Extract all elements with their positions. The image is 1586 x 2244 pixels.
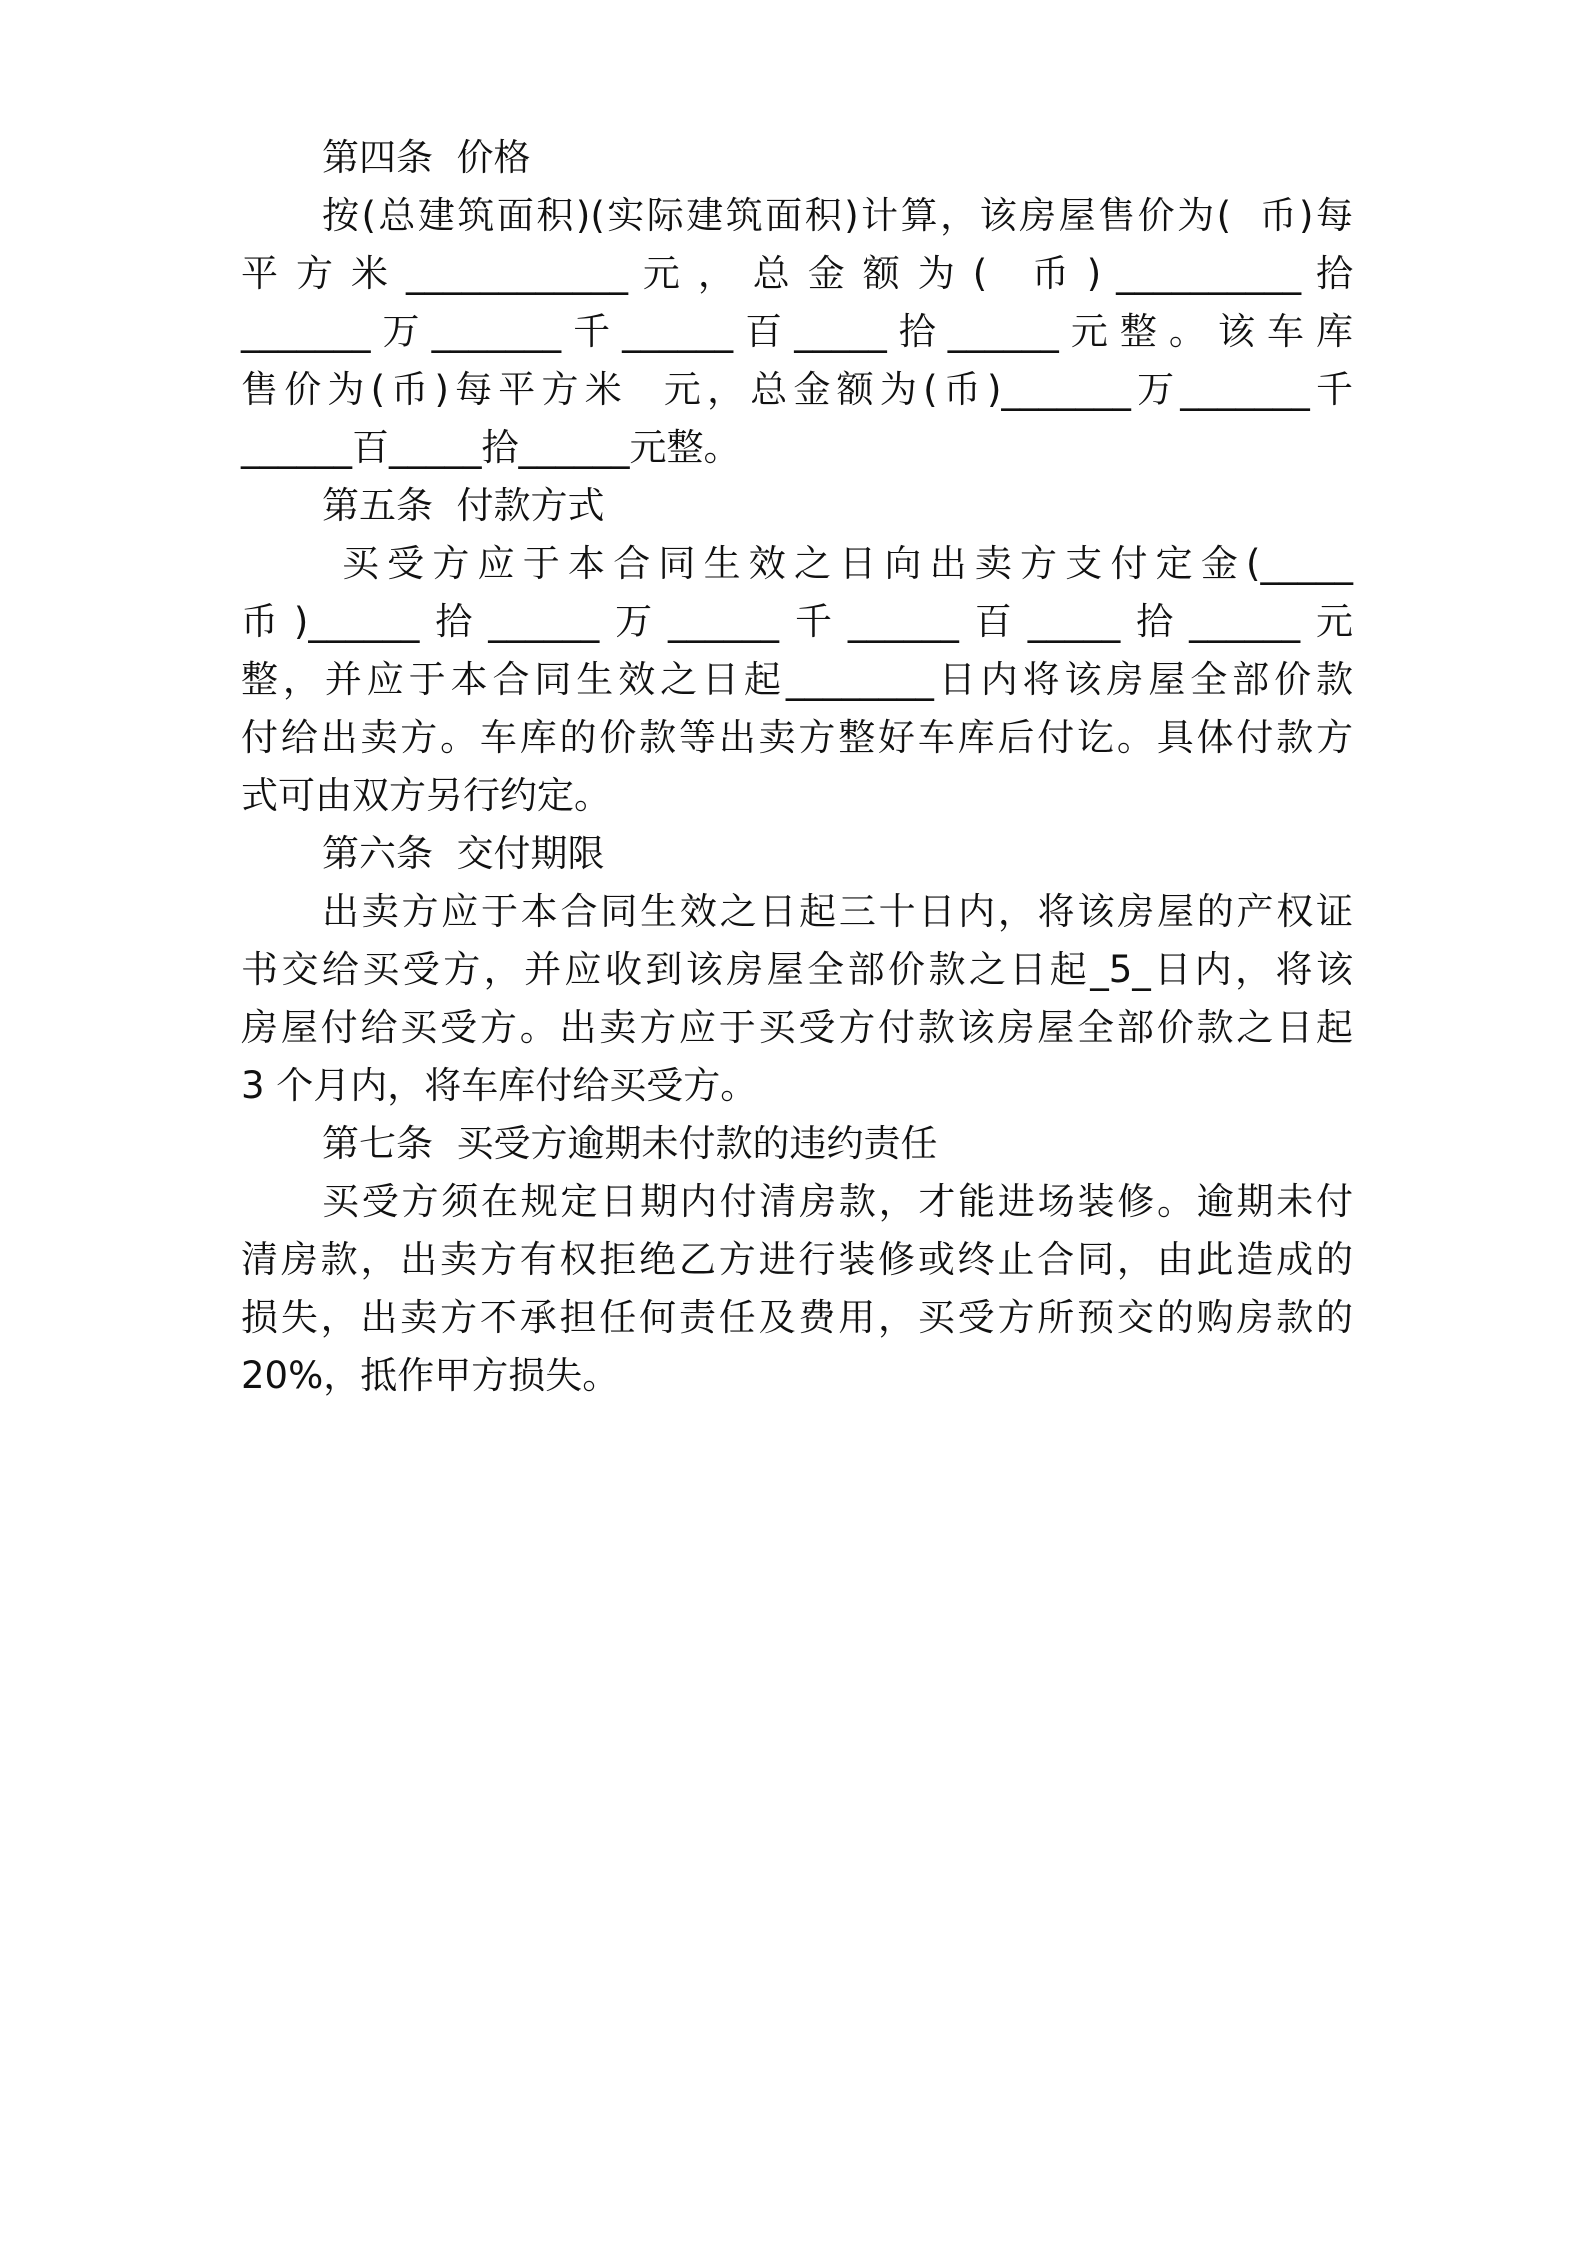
article-5-line-5: 式可由双方另行约定。	[241, 774, 611, 817]
article-5-line-3: 整，并应于本合同生效之日起________日内将该房屋全部价款	[241, 658, 1353, 701]
article-6-line-2: 书交给买受方，并应收到该房屋全部价款之日起_5_日内，将该	[241, 948, 1353, 991]
article-7-line-3: 损失，出卖方不承担任何责任及费用，买受方所预交的购房款的	[241, 1296, 1353, 1339]
article-7-line-4: 20%，抵作甲方损失。	[241, 1354, 620, 1397]
article-5-heading: 第五条 付款方式	[322, 484, 605, 527]
article-7-line-1: 买受方须在规定日期内付清房款，才能进场装修。逾期未付	[322, 1180, 1353, 1223]
article-6-heading: 第六条 交付期限	[322, 832, 605, 875]
article-4-line-1: 按(总建筑面积)(实际建筑面积)计算，该房屋售价为( 币)每	[322, 194, 1353, 237]
article-5-line-2: 币)______拾______万______千______百_____拾______元	[241, 600, 1353, 643]
article-6-line-1: 出卖方应于本合同生效之日起三十日内，将该房屋的产权证	[322, 890, 1353, 933]
article-5-line-4: 付给出卖方。车库的价款等出卖方整好车库后付讫。具体付款方	[241, 716, 1353, 759]
article-4-line-3: _______万_______千______百_____拾______元整。该车库	[241, 310, 1353, 353]
article-4-line-4: 售价为(币)每平方米 元，总金额为(币)_______万_______千	[241, 368, 1353, 411]
article-6-line-4: 3 个月内，将车库付给买受方。	[241, 1064, 758, 1107]
article-4-line-2: 平 方 米 ____________ 元 ， 总 金 额 为 ( 币 ) __________ 拾	[241, 252, 1353, 295]
article-4-heading: 第四条 价格	[322, 136, 531, 179]
article-5-line-1: 买受方应于本合同生效之日向出卖方支付定金(_____	[322, 542, 1353, 585]
article-6-line-3: 房屋付给买受方。出卖方应于买受方付款该房屋全部价款之日起	[241, 1006, 1353, 1049]
article-7-line-2: 清房款，出卖方有权拒绝乙方进行装修或终止合同，由此造成的	[241, 1238, 1353, 1281]
article-4-line-5: ______百_____拾______元整。	[241, 426, 741, 469]
article-7-heading: 第七条 买受方逾期未付款的违约责任	[322, 1122, 938, 1165]
